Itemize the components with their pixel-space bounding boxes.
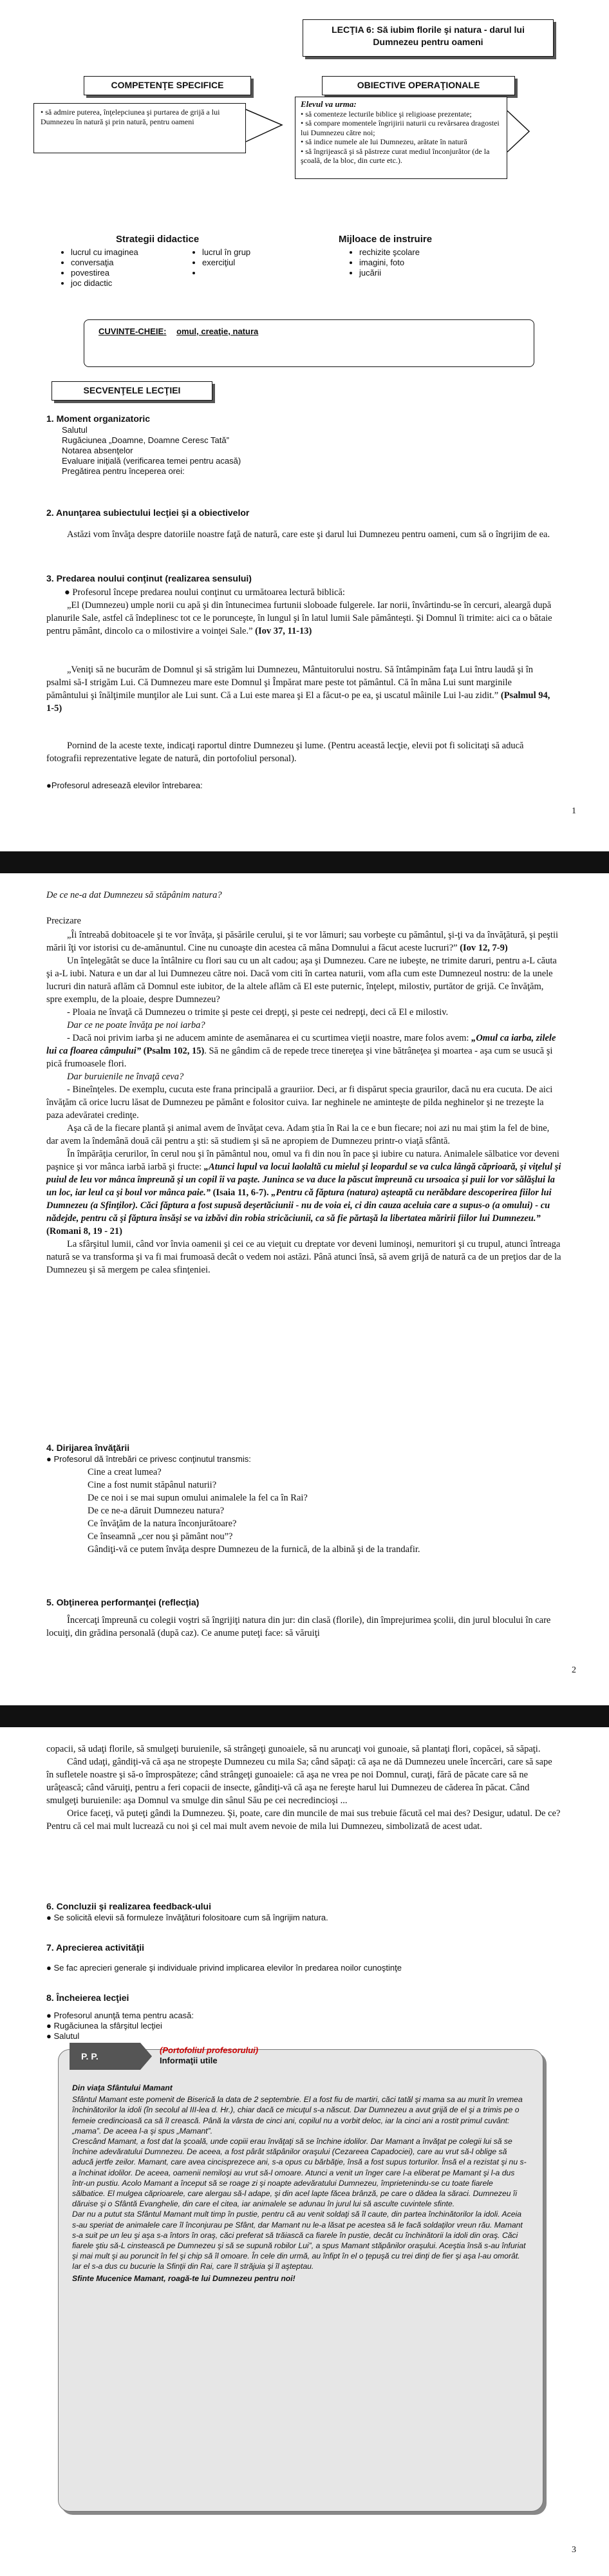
paragraph: Dar buruienile ne învaţă ceva? [67,1072,184,1082]
strategie-item: • povestirea [71,268,187,278]
section-3-title: 3. Predarea noului conţinut (realizarea sensului) [46,573,252,583]
mijloc-item: • rechizite şcolare [359,247,488,258]
competente-box [33,103,246,153]
section-1-item: Pregătirea pentru începerea orei: [62,466,185,476]
competente-title: COMPETENŢE SPECIFICE [111,80,224,90]
section-6-title: 6. Concluzii şi realizarea feedback-ului [46,1901,211,1911]
cuvinte-cheie-label: CUVINTE-CHEIE: [98,327,167,336]
obiective-item: • să indice numele ale lui Dumnezeu, arătate în natură [301,137,467,146]
page-number: 1 [572,806,576,816]
question-item: De ce noi i se mai supun omului animalele la fel ca în Rai? [88,1493,308,1503]
section-6-item: ● Se solicită elevii să formuleze învăţături folositoare cum să îngrijim natura. [46,1913,328,1922]
page-3-body [46,1743,561,1833]
page-2-body [46,929,561,1276]
pp-box-footer: Sfinte Mucenice Mamant, roagă-te lui Dumnezeu pentru noi! [72,2273,295,2283]
strategie-item: • lucrul în grup [202,247,299,258]
paragraph: Când udaţi, gândiţi-vă că aşa ne stropeşte Dumnezeu cu mila Sa; când săpaţi: că aşa ne dă Dumnezeu unele încercări, care să sape în sufletele noastre şi să-o împrospăteze; când strângeţi gunoaiele: că aşa ne vrea pe noi Domnul, curaţi, fără de păcate care să ne urâţească; când văruiţi, pentru a feri copacii de insecte, gândiţi-vă că aşa ne fereşte harul lui Dumnezeu de căderea în păcat. Când smulgeţi buruienile: aşa Domnul va smulge din sânul Său pe cei necredincioşi ... [46,1757,552,1806]
section-3-paragraph: Pornind de la aceste texte, indicaţi raportul dintre Dumnezeu şi lume. (Pentru această lecţie, elevii pot fi solicitaţi să aducă fotografii reprezentative legate de natură, din portofoliul personal). [46,741,524,764]
lesson-title-box [303,19,554,57]
strategie-item: • joc didactic [71,278,187,289]
pp-box-text: Sfântul Mamant este pomenit de Biserică la data de 2 septembrie. El a fost fiu de martiri, căci tatăl şi mama sa au murit în vremea închinătorilor la idoli (în secolul al III-lea d. Hr.), chiar dacă ce micuţul s-a născut. Dar Dumnezeu a avut grijă de el şi a trimis pe o femeie credincioasă ca să îl crească. Până la vârsta de cinci ani, copilul nu a vorbit deloc, iar la cinci ani a rostit primul cuvânt: „mama”. De aceea l-a şi spus „Mamant”. Crescând Mamant, a fost dat la şcoală, unde copiii erau învăţaţi să se închine idolilor. Dar Mamant a învăţat pe colegii lui să se închine adevăratului Dumnezeu. De aceea, a fost pârât stăpânilor oraşului (Cezareea Capadociei), care au vrut să-l oblige să aducă jertfe zeilor. Mamant, care avea cincisprezece ani, s-a opus cu bărbăţie, însă a fost supus torturilor. Însă el a rezistat şi nu s-a închinat idolilor. De aceea, oamenii nemiloşi au vrut să-l omoare. Atunci a venit un înger care l-a eliberat pe Mamant şi l-a dus într-un pustiu. Acolo Mamant a început să se roage zi şi noapte adevăratului Dumnezeu, împrietenindu-se cu toate fiarele sălbatice. El mulgea căprioarele, care alergau să-l adape, şi din acel lapte făcea brânză, pe care o dădea la săraci. Dumnezeu îi dăruise şi o Sfântă Evanghelie, din care el citea, iar animalele se adunau în jurul lui să asculte cuvintele sfinte. Dar nu a putut sta Sfântul Mamant mult timp în pustie, pentru că au venit soldaţi să îl caute, din partea închinătorilor la idoli. Aceia s-au speriat de animalele care îl înconjurau pe Sfânt, dar Mamant nu le-a lăsat pe acestea să le facă soldaţilor vreun rău. Mamant s-a suit pe un leu şi aşa s-a întors în oraş, căci preferat să trăiască ca fiarele în pustie, decât cu închinătorii la idoli din oraş. Căci fiarele ştiu să-L cinstească pe Dumnezeu şi să se supună robilor Lui”, a spus Mamant stăpânilor oraşului. Aceştia însă s-au înfuriat şi mai mult şi au poruncit în fel şi chip să îl omoare. În cele din urmă, au înfipt în el o ţepuşă cu trei dinţi de fier şi aşa l-au omorât. Iar el s-a dus cu bucurie la Sfinţii din Rai, care îl străjuia şi îl aşteptau. [72,2095,527,2271]
strategii-title: Strategii didactice [116,234,200,245]
competente-text: • să admire puterea, înţelepciunea şi purtarea de grijă a lui Dumnezeu în natură şi prin natură, pentru oameni [41,108,220,126]
section-1-title: 1. Moment organizatoric [46,413,151,424]
cuvinte-cheie-box [84,319,534,367]
page-2 [0,873,609,1705]
pp-title [160,2045,258,2066]
paragraph: - Bineînţeles. De exemplu, cucuta este frana principală a grauriior. Deci, ar fi dispărut specia graurilor, dacă nu era cucuta. De aici învăţăm că orice lucru lăsat de Dumnezeu pe pământ e folositor cuiva. Iar neghinele ne aminteşte de pilda neghinelor şi ne trezeşte la paza adevăratei credinţe. [46,1084,553,1121]
page-number: 2 [572,1665,576,1675]
paragraph: În împărăţia cerurilor, în cerul nou şi în pământul nou, omul va fi din nou în pace şi iubire cu natura. Animalele sălbatice vor deveni paşnice şi vor mânca iarbă iarbă şi fructe: „Atunci lupul va locui laolaltă cu mielul şi leopardul se va culca lângă căprioară, şi viţelul şi puiul de leu vor mânca împreună şi un copil îi va paşte. Juninca se va duce la păscut împreună cu ursoaica şi puii lor vor sălăşlui la un loc, iar leul ca şi boul vor mânca paie.” (Isaia 11, 6-7). „Pentru că făptura (natura) aşteaptă cu nerăbdare descoperirea fiilor lui Dumnezeu (a Sfinţilor). Căci făptura a fost supusă deşertăciunii - nu de voia ei, ci din cauza aceluia care a supus-o (a omului) - cu nădejde, pentru că şi făptura însăşi se va izbăvi din robia stricăciunii, ca să fie părtaşă la libertatea măririi fiilor lui Dumnezeu.” (Romani 8, 19 - 21) [46,1149,561,1236]
obiective-intro: Elevul va urma: [301,99,357,109]
paragraph: Orice faceţi, vă puteţi gândi la Dumnezeu. Şi, poate, care din muncile de mai sus trebuie făcută cel mai des? Desigur, udatul. De ce? Pentru că cel mai mult lucrează cu noi şi cel mai mult avem nevoie de mila lui Dumnezeu, simbolizată de acest udat. [46,1808,561,1832]
cuvinte-cheie-text: omul, creaţie, natura [176,327,259,336]
page-2-question: De ce ne-a dat Dumnezeu să stăpânim natura? [46,890,222,900]
section-4-questions [88,1466,551,1556]
arrow-right-icon [506,109,532,155]
competente-title-box [84,76,251,95]
paragraph: La sfârşitul lumii, când vor învia oamenii şi cei ce au vieţuit cu dreptate vor deveni luminoşi, nemuritori şi cu trupul, atunci întreaga natură se va transforma şi va fi mai frumoasă decât o vedem noi astăzi. Până atunci însă, să avem grijă de natură ca de un preţios dar de la Dumnezeu şi să mergem pe calea sfinţeniei. [46,1239,561,1275]
question-item: Cine a creat lumea? [88,1467,162,1477]
lesson-title: LECŢIA 6: Să iubim florile şi natura - darul lui Dumnezeu pentru oameni [332,24,525,47]
section-7-item: ● Se fac aprecieri generale şi individuale privind implicarea elevilor în predarea noilor cunoştinţe [46,1963,402,1973]
pp-title-red: (Portofoliul profesorului) [160,2045,259,2055]
section-5-title: 5. Obţinerea performanţei (reflecţia) [46,1597,200,1607]
pp-box-content [72,2083,528,2284]
section-3-intro: ● Profesorul începe predarea noului conţinut cu următoarea lectură biblică: [64,587,345,598]
strategie-item: • conversaţia [71,258,187,268]
obiective-item: • să compare momentele îngrijirii naturii cu revărsarea dragostei lui Dumnezeu către noi; [301,118,500,137]
pp-title-sub: Informaţii utile [160,2056,218,2065]
strategie-item: • exerciţiul [202,258,299,268]
obiective-item: • să îngrijească şi să păstreze curat mediul înconjurător (de la şcoală, de la bloc, din curte etc.). [301,146,490,165]
paragraph: Un înţelegătât se duce la întâlnire cu flori sau cu un alt cadou; aşa şi Dumnezeu. Care ne iubeşte, ne trimite daruri, pentru a-L căuta şi a-L iubi. Natura e un dar al lui Dumnezeu către noi. Dacă vom citi în cartea naturii, vom afla cum este Dumnezeul nostru: de la unele lucruri din natură aflăm că Domnul este iubitor, de la altele aflăm că El este puternic, înţelept, milostiv, purtător de grijă. Ce învăţăm, spre exemplu, de la ploaie, despre Dumnezeu? [46,956,557,1005]
mijloc-item: • jucării [359,268,488,278]
pp-badge: P. P. [70,2043,140,2070]
paragraph: Aşa că de la fiecare plantă şi animal avem de învăţat ceva. Adam ştia în Rai la ce e bun fiecare; noi azi nu mai ştim la fel de bine, dar avem la îndemână două căi pentru a şti: să studiem şi să ne apropiem de Dumnezeu printr-o viaţă sfântă. [46,1123,550,1146]
page-1 [0,0,609,851]
section-4-title: 4. Dirijarea învăţării [46,1443,130,1453]
page-separator [0,851,609,873]
question-item: Ce înseamnă „cer nou şi pământ nou”? [88,1531,233,1542]
section-8-title: 8. Încheierea lecţiei [46,1993,129,2003]
obiective-box [295,97,507,179]
strategie-item: • lucrul cu imaginea [71,247,187,258]
obiective-title-box [322,76,515,95]
section-4-intro: ● Profesorul dă întrebări ce privesc conţinutul transmis: [46,1454,251,1464]
secventele-title: SECVENŢELE LECŢIEI [83,385,181,395]
strategie-item-empty [202,268,299,278]
mijloc-item: • imagini, foto [359,258,488,268]
page-number: 3 [572,2545,576,2555]
question-item: Gândiţi-vă ce putem învăţa despre Dumnezeu de la furnică, de la albină şi de la trandafir. [88,1544,420,1555]
page-3 [0,1727,609,2576]
strategii-list-1 [59,247,187,289]
obiective-item: • să comenteze lecturile biblice şi religioase prezentate; [301,109,472,118]
section-2-text: Astăzi vom învăţa despre datoriile noastre faţă de natură, care este şi darul lui Dumnezeu pentru oameni, cum să o îngrijim de ea. [67,529,550,540]
section-3-prof: ●Profesorul adresează elevilor întrebarea: [46,781,203,790]
precizare-label: Precizare [46,916,81,926]
paragraph: copacii, să udaţi florile, să smulgeţi buruienile, să strângeţi gunoaiele, să nu aruncaţi voi gunoaie, să plantaţi flori, copăcei, să săpaţi. [46,1744,541,1754]
section-8-item: ● Salutul [46,2031,80,2041]
section-1-item: Evaluare iniţială (verificarea temei pentru acasă) [62,456,241,466]
paragraph: - Dacă noi privim iarba şi ne aducem aminte de asemănarea ei cu scurtimea vieţii noastre, mare folos avem: „Omul ca iarba, zilele lui ca floarea câmpului” (Psalm 102, 15). Să ne gândim că de repede trece tinereţea şi vine bătrâneţea şi moartea - aşa cum se usucă şi pică frumoasele flori. [46,1033,556,1069]
page-separator [0,1705,609,1727]
mijloace-list [348,247,488,278]
question-item: De ce ne-a dăruit Dumnezeu natura? [88,1506,225,1516]
paragraph: Dar ce ne poate învăţa pe noi iarba? [67,1020,205,1030]
section-3-quote-1: „El (Dumnezeu) umple norii cu apă şi din întunecimea furtunii sloboade fulgerele. Iar norii, învârtindu-se în cercuri, aleargă după planurile Sale, astfel că îndeplinesc tot ce le porunceşte, în lungul şi în latul lumii Sale pământeşti. Şi Domnul îi trimite: aici ca o bătaie pentru pământ, dincolo ca o milostivire a voinţei Sale.” (Iov 37, 11-13) [46,600,552,636]
arrow-right-icon [245,108,285,143]
paragraph: „Îi întreabă dobitoacele şi te vor învăţa, şi păsările cerului, şi te vor lămuri; sau vorbeşte cu pământul, şi-ţi va da învăţătură, şi peştii mării îţi vor istorisi cu de-amănuntul. Cine nu cunoaşte din acestea că mâna Domnului a făcut aceste lucruri?” (Iov 12, 7-9) [46,930,559,953]
question-item: Cine a fost numit stăpânul naturii? [88,1480,217,1490]
section-1-item: Notarea absenţelor [62,446,133,455]
section-1-list [62,425,241,477]
obiective-title: OBIECTIVE OPERAŢIONALE [357,80,480,90]
mijloace-title: Mijloace de instruire [339,234,433,245]
section-5-text: Încercaţi împreună cu colegii voştri să îngrijiţi natura din jur: din clasă (florile), din împrejurimea şcolii, din jurul blocului în care locuiţi, din grădina personală (după caz). Ce anume puteţi face: să văruiţi [46,1615,551,1638]
section-8-item: ● Profesorul anunţă tema pentru acasă: [46,2011,194,2020]
section-3-quote-2: „Veniţi să ne bucurăm de Domnul şi să strigăm lui Dumnezeu, Mântuitorului nostru. Să întâmpinăm faţa Lui întru laudă şi în psalmi să-I strigăm Lui. Că Dumnezeu mare este Domnul şi Împărat mare peste tot pământul. Că în mâna Lui sunt marginile pământului şi înălţimile munţilor ale Lui sunt. Că a Lui este marea şi El a făcut-o pe ea, şi uscatul mâinile Lui l-au zidit.” (Psalmul 94, 1-5) [46,665,550,714]
paragraph: - Ploaia ne învaţă că Dumnezeu o trimite şi peste cei drepţi, şi peste cei nedrepţi, deci că El e milostiv. [67,1007,449,1018]
section-2-title: 2. Anunţarea subiectului lecţiei şi a obiectivelor [46,507,250,518]
secventele-title-box [52,381,212,401]
section-1-item: Rugăciunea „Doamne, Doamne Ceresc Tată” [62,435,229,445]
question-item: Ce învăţăm de la natura înconjurătoare? [88,1519,237,1529]
section-8-list [46,2011,194,2041]
section-1-item: Salutul [62,425,88,435]
pp-box-heading: Din viaţa Sfântului Mamant [72,2083,173,2092]
section-8-item: ● Rugăciunea la sfârşitul lecţiei [46,2021,162,2031]
section-7-title: 7. Aprecierea activităţii [46,1942,145,1953]
strategii-list-2 [191,247,299,278]
